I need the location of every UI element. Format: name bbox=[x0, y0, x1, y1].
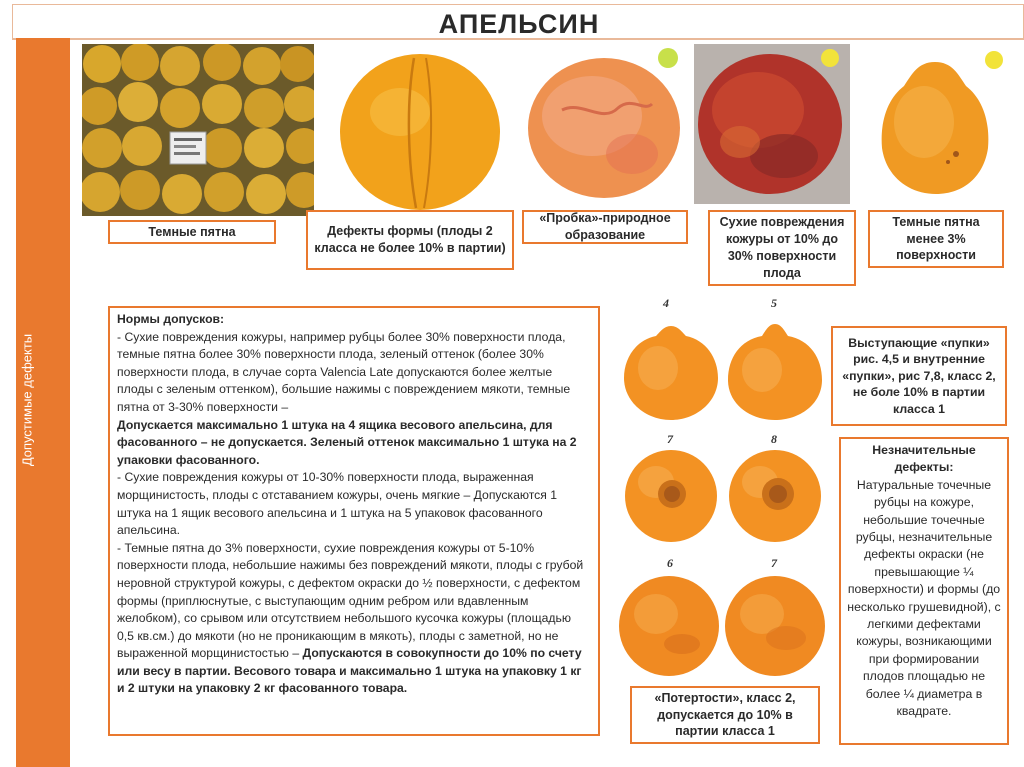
photo-navel-5 bbox=[724, 318, 826, 422]
photo-cork bbox=[522, 44, 687, 204]
caption-shape-defect: Дефекты формы (плоды 2 класса не более 10% в партии) bbox=[306, 210, 514, 270]
norms-paragraph-3-bold: Допускаются в совокупности до 10% по счету или весу в партии. Весового товара и максимально 1 штука на упаковку 1 кг и 2 штуки на упаковку 2 кг фасованного товара. bbox=[117, 646, 582, 696]
page-title: АПЕЛЬСИН bbox=[438, 9, 600, 39]
header-bar bbox=[12, 4, 1024, 40]
caption-navels: Выступающие «пупки» рис. 4,5 и внутренние «пупки», рис 7,8, класс 2, не боле 10% в партии класса 1 bbox=[831, 326, 1007, 426]
minor-defects-text: Натуральные точечные рубцы на кожуре, небольшие точечные рубцы, незначительные дефекты окраски (не превышающие ¼ поверхности) и формы (до несколько грушевидной), с легкими дефектами кожуры, возникающими при формировании плодов площадью не более ¼ диаметра в квадрате. bbox=[847, 477, 1001, 719]
photo-dark-spots-crate bbox=[82, 44, 314, 216]
caption-dark-spots: Темные пятна bbox=[108, 220, 276, 244]
norms-text-block bbox=[108, 306, 600, 736]
norms-paragraph-3: - Темные пятна до 3% поверхности, сухие повреждения кожуры от 5-10% поверхности плода, небольшие нажимы без повреждений мякоти, плоды с грубой неровной структурой кожуры, с дефектом окраски до ½ поверхности, с дефектом формы (приплюснутые, с выступающим одним ребром или вдавленным желобком), со срывом или отсутствием небольшого кусочка кожуры (площадью 0,5 кв.см.) до мякоти (но не проникающим в мякоть), плоды с заметной, но не выраженной морщинистостью – bbox=[117, 540, 584, 661]
fruit-number-6: 6 bbox=[667, 556, 673, 570]
minor-defects-block bbox=[839, 437, 1009, 745]
photo-navel-8 bbox=[724, 448, 826, 544]
caption-cork: «Пробка»-природное образование bbox=[522, 210, 688, 244]
caption-dry-damage: Сухие повреждения кожуры от 10% до 30% поверхности плода bbox=[708, 210, 856, 286]
photo-navel-7 bbox=[620, 448, 722, 544]
fruit-number-8: 8 bbox=[771, 432, 777, 446]
photo-dry-damage bbox=[694, 44, 850, 204]
fruit-number-7a: 7 bbox=[667, 432, 673, 446]
photo-abrasion-6 bbox=[616, 574, 722, 678]
norms-paragraph-1-bold: Допускается максимально 1 штука на 4 ящика весового апельсина, для фасованного – не допускается. Зеленый оттенок максимально 1 штука на 2 упаковки фасованного. bbox=[117, 417, 577, 467]
minor-defects-title: Незначительные дефекты: bbox=[872, 443, 976, 475]
fruit-number-4: 4 bbox=[663, 296, 669, 310]
norms-paragraph-2: - Сухие повреждения кожуры от 10-30% поверхности плода, выраженная морщинистость, плоды с отставанием кожуры, очень мягкие – Допускаются 1 штука на 1 ящик весового апельсина и 1 штука на 5 упаковок фасованного апельсина. bbox=[117, 470, 558, 538]
caption-small-dark-spots: Темные пятна менее 3% поверхности bbox=[868, 210, 1004, 268]
photo-abrasion-7 bbox=[722, 574, 828, 678]
norms-paragraph-1: - Сухие повреждения кожуры, например рубцы более 30% поверхности плода, темные пятна более 30% поверхности плода, зеленый оттенок (более 30% поверхности плода, в случае сорта Valencia Late допускаются более желтые плоды с зеленым оттенком), большие нажимы с повреждением мякоти, темные пятна от 3-30% поверхности – bbox=[117, 329, 571, 414]
fruit-number-5: 5 bbox=[771, 296, 777, 310]
caption-abrasions: «Потертости», класс 2, допускается до 10% в партии класса 1 bbox=[630, 686, 820, 744]
photo-navel-4 bbox=[620, 318, 722, 422]
photo-shape-defect bbox=[330, 44, 510, 212]
photo-small-dark-spots bbox=[860, 44, 1010, 204]
norms-heading: Нормы допусков: bbox=[117, 312, 225, 326]
fruit-number-7b: 7 bbox=[771, 556, 777, 570]
